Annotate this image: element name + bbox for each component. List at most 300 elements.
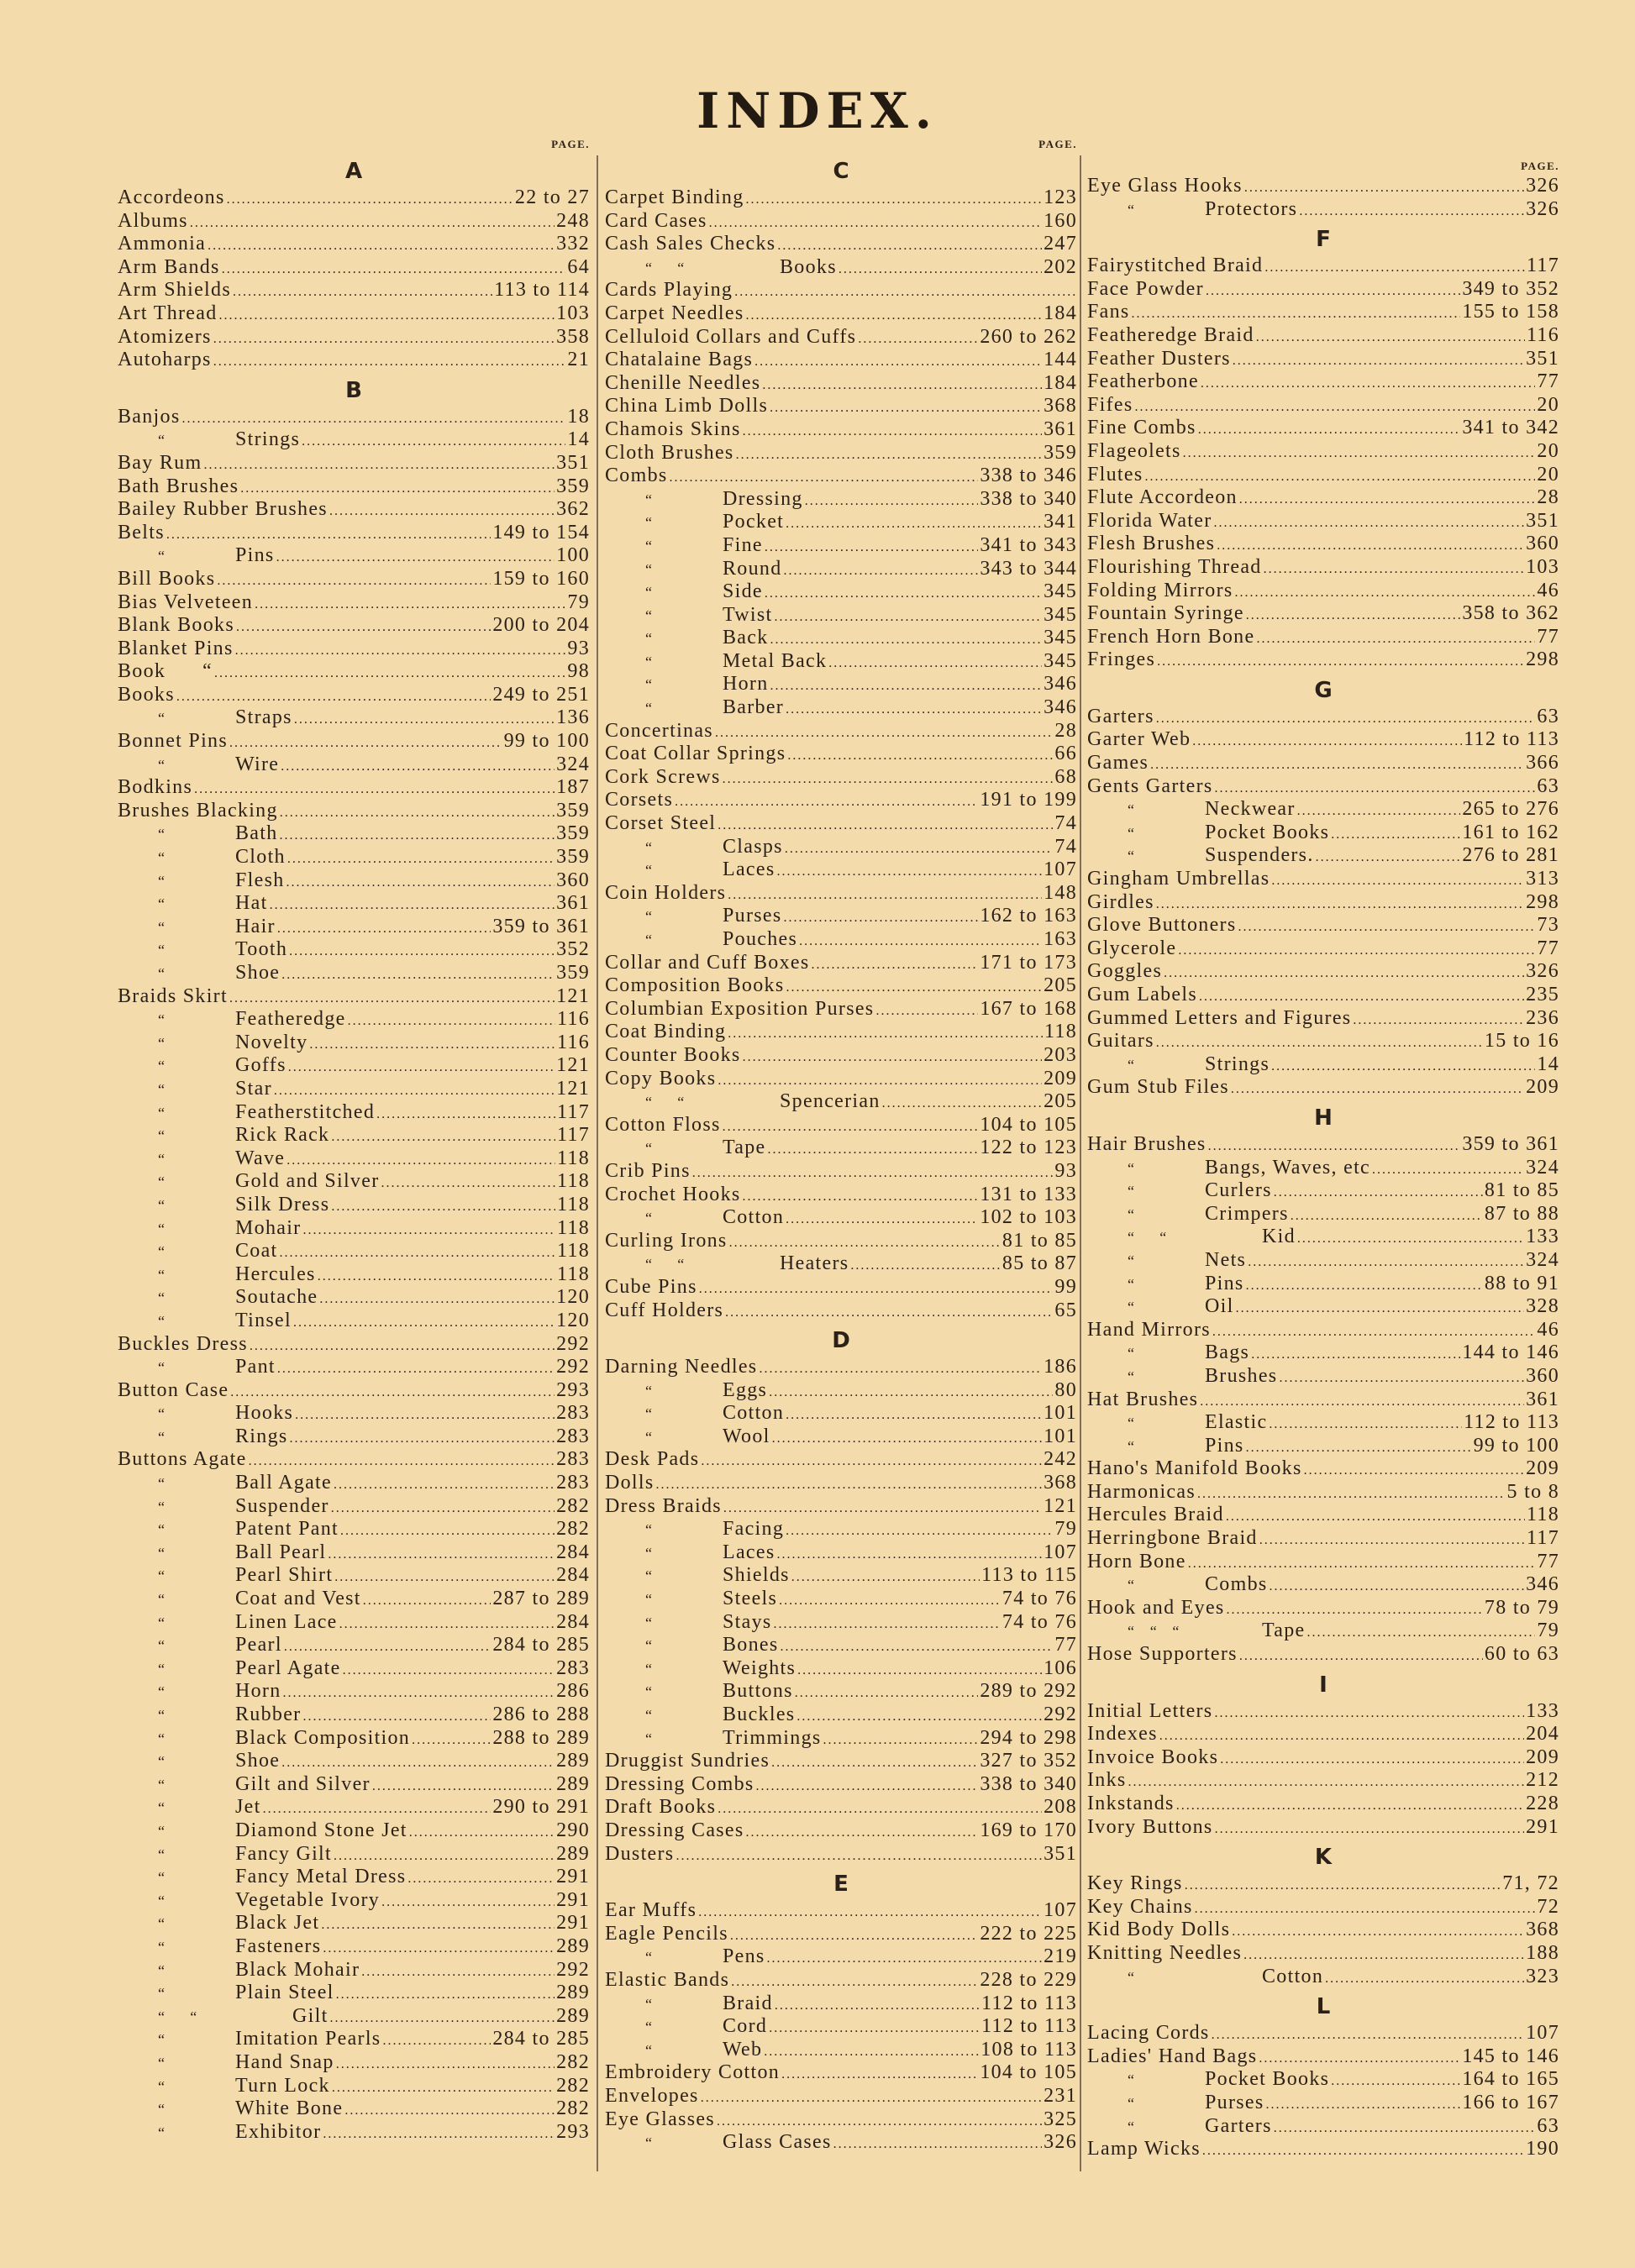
entry-name: Gummed Letters and Figures bbox=[1087, 1006, 1352, 1029]
entry-name: Hair Brushes bbox=[1087, 1132, 1207, 1155]
page-number: 112 to 113 bbox=[1464, 1411, 1559, 1434]
index-entry bbox=[605, 696, 1077, 720]
ditto-mark: “ bbox=[158, 1428, 166, 1446]
dot-leader bbox=[323, 2123, 555, 2146]
page-number: 164 to 165 bbox=[1462, 2068, 1559, 2091]
dot-leader bbox=[1264, 558, 1524, 581]
ditto-mark: “ bbox=[158, 1776, 166, 1793]
page-number: 18 bbox=[567, 405, 590, 428]
section-letter-heading: I bbox=[1319, 1672, 1327, 1698]
page-number: 293 bbox=[556, 2120, 590, 2143]
dot-leader bbox=[1212, 2024, 1525, 2047]
dot-leader bbox=[775, 606, 1043, 629]
column-divider bbox=[1080, 155, 1081, 2171]
page-number: 359 bbox=[556, 475, 590, 497]
page-number: 359 bbox=[556, 962, 590, 984]
section-letter-heading: L bbox=[1316, 1994, 1331, 2020]
entry-name: French Horn Bone bbox=[1087, 625, 1255, 648]
page-number: 204 bbox=[1526, 1723, 1559, 1746]
page-number: 46 bbox=[1537, 1318, 1559, 1341]
page-number: 118 bbox=[556, 1147, 590, 1169]
entry-name: Cloth bbox=[235, 846, 286, 869]
dot-leader bbox=[409, 1821, 555, 1845]
entry-name: Blanket Pins bbox=[118, 637, 234, 659]
index-entry bbox=[118, 962, 590, 985]
dot-leader bbox=[1265, 2093, 1460, 2117]
entry-name: Goffs bbox=[235, 1054, 287, 1077]
ditto-mark: “ bbox=[158, 1011, 166, 1029]
entry-name: Featheredge bbox=[235, 1008, 346, 1031]
ditto-mark: “ bbox=[645, 932, 654, 948]
entry-name: Fancy Gilt bbox=[235, 1842, 332, 1865]
ditto-mark: “ bbox=[645, 1995, 654, 2013]
entry-name: Bath bbox=[235, 822, 278, 845]
entry-name: Lacing Cords bbox=[1087, 2022, 1210, 2045]
index-entry bbox=[118, 1912, 590, 1935]
dot-leader bbox=[250, 1335, 555, 1358]
dot-leader bbox=[222, 258, 566, 281]
dot-leader bbox=[263, 1798, 492, 1821]
ditto-mark: “ bbox=[158, 548, 166, 565]
index-entry bbox=[118, 1657, 590, 1681]
page-number: 313 bbox=[1526, 868, 1559, 890]
ditto-mark: “ bbox=[645, 606, 654, 624]
index-entry bbox=[118, 1564, 590, 1588]
ditto-mark: “ bbox=[645, 630, 654, 648]
page-number: 291 bbox=[1526, 1815, 1559, 1838]
entry-name: Inkstands bbox=[1087, 1793, 1175, 1814]
index-entry bbox=[118, 2075, 590, 2098]
page-number: 292 bbox=[556, 1958, 590, 1981]
dot-leader bbox=[1192, 730, 1462, 753]
index-entry bbox=[118, 498, 590, 522]
page-number: 15 to 16 bbox=[1484, 1030, 1559, 1053]
index-entry bbox=[605, 186, 1077, 210]
page-number: 283 bbox=[556, 1656, 590, 1679]
dot-leader bbox=[759, 1357, 1042, 1381]
page-number: 74 to 76 bbox=[1002, 1610, 1077, 1633]
dot-leader bbox=[709, 212, 1042, 235]
index-entry bbox=[605, 1206, 1077, 1230]
page-number: 338 to 346 bbox=[980, 465, 1077, 487]
page-number: 118 bbox=[556, 1263, 590, 1285]
dot-leader bbox=[783, 906, 978, 930]
index-entry bbox=[605, 349, 1077, 372]
dot-leader bbox=[736, 444, 1043, 467]
ditto-mark: “ “ bbox=[158, 2008, 198, 2025]
entry-name: Inks bbox=[1087, 1769, 1127, 1792]
index-entry bbox=[118, 1286, 590, 1310]
index-entry bbox=[118, 475, 590, 499]
index-entry bbox=[605, 372, 1077, 396]
index-entry bbox=[118, 1472, 590, 1495]
dot-leader bbox=[1198, 418, 1461, 442]
entry-name: Druggist Sundries bbox=[605, 1750, 770, 1772]
ditto-mark: “ bbox=[1128, 2071, 1136, 2089]
dot-leader bbox=[328, 1543, 555, 1567]
ditto-mark: “ bbox=[158, 1104, 166, 1121]
entry-name: Vegetable Ivory bbox=[235, 1888, 381, 1911]
entry-name: Arm Bands bbox=[118, 255, 220, 278]
index-entry bbox=[118, 1889, 590, 1913]
dot-leader bbox=[777, 234, 1042, 258]
ditto-mark: “ bbox=[158, 1312, 166, 1330]
index-entry bbox=[605, 1750, 1077, 1773]
index-entry bbox=[605, 1472, 1077, 1495]
page-number: 190 bbox=[1526, 2138, 1559, 2160]
entry-name: Braid bbox=[723, 1992, 773, 2014]
ditto-mark: “ bbox=[158, 1498, 166, 1515]
index-entry bbox=[605, 1992, 1077, 2016]
entry-name: Ball Pearl bbox=[235, 1541, 327, 1563]
index-entry bbox=[1087, 1411, 1559, 1435]
entry-name: Mohair bbox=[235, 1216, 302, 1239]
entry-name: Braids Skirt bbox=[118, 984, 228, 1007]
index-entry bbox=[605, 766, 1077, 790]
entry-name: Side bbox=[723, 580, 763, 603]
ditto-mark: “ bbox=[645, 1730, 654, 1747]
page-number: 349 to 352 bbox=[1462, 277, 1559, 300]
ditto-mark: “ bbox=[645, 1210, 654, 1227]
index-entry bbox=[1087, 324, 1559, 348]
dot-leader bbox=[290, 1427, 555, 1451]
entry-name: Hose Supporters bbox=[1087, 1643, 1238, 1666]
index-entry bbox=[118, 2121, 590, 2145]
ditto-mark: “ bbox=[158, 1591, 166, 1609]
entry-name: Round bbox=[723, 557, 782, 580]
index-entry bbox=[1087, 1249, 1559, 1273]
dot-leader bbox=[833, 2133, 1042, 2156]
dot-leader bbox=[1200, 1390, 1524, 1414]
index-entry bbox=[118, 1310, 590, 1333]
ditto-mark: “ bbox=[158, 942, 166, 959]
entry-name: Ivory Buttons bbox=[1087, 1815, 1213, 1838]
entry-name: Hand Snap bbox=[235, 2050, 334, 2073]
page-number: 359 bbox=[1044, 441, 1077, 464]
dot-leader bbox=[280, 824, 555, 848]
index-entry bbox=[605, 1090, 1077, 1114]
index-entry bbox=[1087, 1793, 1559, 1816]
index-entry bbox=[118, 522, 590, 545]
page-number: 326 bbox=[1526, 197, 1559, 220]
page-number: 77 bbox=[1054, 1634, 1077, 1656]
ditto-mark: “ bbox=[158, 1845, 166, 1863]
index-entry bbox=[1087, 1481, 1559, 1504]
page-number: 148 bbox=[1044, 881, 1077, 904]
entry-name: Cash Sales Checks bbox=[605, 233, 776, 255]
dot-leader bbox=[1264, 256, 1525, 280]
entry-name: Crimpers bbox=[1205, 1202, 1289, 1225]
dot-leader bbox=[754, 350, 1042, 374]
entry-name: Corset Steel bbox=[605, 812, 717, 835]
index-entry bbox=[118, 233, 590, 256]
entry-name: Rubber bbox=[235, 1704, 302, 1725]
dot-leader bbox=[1128, 1771, 1525, 1794]
dot-leader bbox=[1274, 1181, 1483, 1205]
page-number: 121 bbox=[556, 1054, 590, 1077]
entry-name: Black Jet bbox=[235, 1912, 320, 1935]
dot-leader bbox=[255, 593, 565, 617]
page-number: 117 bbox=[556, 1100, 590, 1123]
entry-name: Buttons bbox=[723, 1680, 793, 1703]
ditto-mark: “ bbox=[158, 1544, 166, 1562]
page-number: 74 bbox=[1054, 835, 1077, 858]
page-number: 341 to 343 bbox=[980, 533, 1077, 556]
index-entry bbox=[118, 302, 590, 326]
index-entry bbox=[1087, 937, 1559, 961]
index-entry bbox=[1087, 175, 1559, 198]
index-entry bbox=[1087, 440, 1559, 464]
index-entry bbox=[118, 1959, 590, 1982]
index-entry bbox=[118, 1634, 590, 1657]
dot-leader bbox=[1299, 200, 1524, 223]
page-number: 169 to 170 bbox=[980, 1819, 1077, 1841]
page-number: 103 bbox=[1526, 555, 1559, 578]
ditto-mark: “ bbox=[158, 1034, 166, 1052]
page-number: 99 to 100 bbox=[1473, 1434, 1559, 1457]
page-number: 209 bbox=[1526, 1746, 1559, 1768]
dot-leader bbox=[249, 1450, 555, 1473]
page-number: 360 bbox=[1526, 1364, 1559, 1387]
entry-name: Straps bbox=[235, 706, 292, 729]
dot-leader bbox=[774, 1613, 1001, 1636]
index-entry bbox=[1087, 1007, 1559, 1031]
page-number: 77 bbox=[1537, 625, 1559, 648]
index-entry bbox=[605, 1819, 1077, 1843]
entry-name: Pins bbox=[1205, 1272, 1244, 1294]
dot-leader bbox=[229, 732, 502, 755]
entry-name: Bonnet Pins bbox=[118, 730, 228, 753]
ditto-mark: “ bbox=[645, 1405, 654, 1423]
page-number: 103 bbox=[556, 302, 590, 324]
page-number: 282 bbox=[556, 1518, 590, 1541]
index-entry bbox=[118, 1680, 590, 1704]
page-number: 338 to 340 bbox=[980, 1772, 1077, 1795]
section-letter-heading: G bbox=[1314, 677, 1333, 703]
entry-name: Hano's Manifold Books bbox=[1087, 1457, 1302, 1480]
dot-leader bbox=[270, 894, 555, 917]
index-entry bbox=[605, 720, 1077, 743]
page-number: 116 bbox=[556, 1008, 590, 1031]
dot-leader bbox=[784, 559, 979, 583]
entry-name: Garters bbox=[1087, 705, 1154, 727]
dot-leader bbox=[858, 328, 978, 351]
index-entry bbox=[1087, 510, 1559, 533]
ditto-mark: “ bbox=[158, 872, 166, 890]
page-number: 287 to 289 bbox=[492, 1588, 590, 1610]
section-heading-row bbox=[118, 372, 590, 406]
entry-name: Key Rings bbox=[1087, 1872, 1183, 1895]
index-entry bbox=[605, 1611, 1077, 1635]
ditto-mark: “ bbox=[645, 862, 654, 879]
entry-name: Kid Body Dolls bbox=[1087, 1919, 1231, 1941]
page-number: 167 to 168 bbox=[980, 997, 1077, 1020]
dot-leader bbox=[718, 814, 1053, 837]
entry-name: Oil bbox=[1205, 1295, 1234, 1318]
index-entry bbox=[605, 395, 1077, 418]
index-entry bbox=[118, 776, 590, 800]
dot-leader bbox=[281, 963, 555, 987]
index-entry bbox=[1087, 1723, 1559, 1746]
page-number: 159 to 160 bbox=[492, 567, 590, 590]
entry-name: Eagle Pencils bbox=[605, 1922, 728, 1945]
ditto-mark: “ bbox=[158, 1822, 166, 1840]
ditto-mark: “ bbox=[1128, 2118, 1136, 2135]
dot-leader bbox=[227, 188, 513, 212]
dot-leader bbox=[381, 1172, 555, 1195]
page-number: 160 bbox=[1044, 209, 1077, 232]
index-entry bbox=[118, 753, 590, 777]
entry-name: Heaters bbox=[780, 1252, 849, 1275]
index-entry bbox=[605, 1773, 1077, 1797]
dot-leader bbox=[1199, 985, 1524, 1009]
entry-name: Wire bbox=[235, 753, 280, 775]
section-heading-row bbox=[605, 1866, 1077, 1899]
page-number: 361 bbox=[1526, 1388, 1559, 1410]
page-number: 99 to 100 bbox=[503, 730, 590, 753]
entry-name: Combs bbox=[1205, 1573, 1268, 1596]
dot-leader bbox=[765, 582, 1042, 606]
index-entry bbox=[1087, 533, 1559, 556]
section-heading-row bbox=[1087, 672, 1559, 706]
page-number: 107 bbox=[1044, 858, 1077, 881]
page-number: 28 bbox=[1054, 719, 1077, 742]
page-number: 205 bbox=[1044, 1090, 1077, 1113]
entry-name: Columbian Exposition Purses bbox=[605, 997, 875, 1020]
entry-name: Cork Screws bbox=[605, 765, 721, 788]
page-number: 77 bbox=[1537, 937, 1559, 959]
page-number: 231 bbox=[1044, 2084, 1077, 2107]
dot-leader bbox=[339, 1613, 555, 1636]
page-number: 98 bbox=[567, 660, 590, 683]
entry-name: Pearl Shirt bbox=[235, 1564, 334, 1587]
entry-name: Gilt bbox=[292, 2004, 329, 2027]
dot-leader bbox=[785, 837, 1054, 861]
entry-name: Fans bbox=[1087, 301, 1130, 323]
index-entry bbox=[1087, 1872, 1559, 1896]
page-number: 131 to 133 bbox=[980, 1183, 1077, 1205]
dot-leader bbox=[787, 744, 1053, 768]
dot-leader bbox=[1183, 442, 1536, 465]
dot-leader bbox=[336, 2053, 555, 2076]
dot-leader bbox=[1316, 846, 1461, 869]
dot-leader bbox=[284, 1635, 492, 1659]
dot-leader bbox=[332, 2076, 555, 2100]
entry-name: Gum Stub Files bbox=[1087, 1076, 1229, 1099]
dot-leader bbox=[699, 1278, 1054, 1301]
ditto-mark: “ bbox=[158, 1637, 166, 1655]
entry-name: Wave bbox=[235, 1147, 286, 1169]
page-number: 283 bbox=[556, 1448, 590, 1471]
index-entry bbox=[1087, 1573, 1559, 1597]
dot-leader bbox=[1178, 939, 1535, 963]
page-number: 288 to 289 bbox=[492, 1726, 590, 1749]
dot-leader bbox=[743, 1046, 1043, 1069]
dot-leader bbox=[331, 1126, 555, 1149]
index-entry bbox=[605, 210, 1077, 234]
dot-leader bbox=[767, 1947, 1043, 1971]
entry-name: Autoharps bbox=[118, 349, 212, 371]
index-entry bbox=[118, 1750, 590, 1773]
entry-name: Hat Brushes bbox=[1087, 1388, 1199, 1410]
ditto-mark: “ bbox=[158, 1058, 166, 1075]
index-entry bbox=[118, 2028, 590, 2051]
dot-leader bbox=[1212, 1320, 1535, 1344]
index-entry bbox=[118, 916, 590, 939]
index-entry bbox=[1087, 1030, 1559, 1053]
entry-name: Laces bbox=[723, 1541, 775, 1563]
section-heading-row bbox=[1087, 1100, 1559, 1133]
dot-leader bbox=[1233, 349, 1524, 373]
page-column-label: PAGE. bbox=[1521, 160, 1559, 172]
dot-leader bbox=[875, 1000, 978, 1023]
index-entry bbox=[605, 928, 1077, 952]
dot-leader bbox=[723, 1116, 979, 1139]
entry-name: Eggs bbox=[723, 1378, 768, 1401]
page-number: 102 to 103 bbox=[980, 1206, 1077, 1229]
dot-leader bbox=[288, 1056, 555, 1079]
page-number: 219 bbox=[1044, 1945, 1077, 1968]
page-number: 63 bbox=[1537, 774, 1559, 797]
entry-name: Harmonicas bbox=[1087, 1480, 1196, 1503]
index-entry bbox=[605, 650, 1077, 674]
page-number: 66 bbox=[1054, 743, 1077, 765]
entry-name: Pocket Books bbox=[1205, 821, 1330, 843]
index-entry bbox=[118, 1217, 590, 1241]
index-entry bbox=[605, 302, 1077, 326]
ditto-mark: “ bbox=[158, 1196, 166, 1214]
index-entry bbox=[118, 1032, 590, 1055]
dot-leader bbox=[1372, 1158, 1524, 1182]
page-number: 149 to 154 bbox=[492, 521, 590, 543]
entry-name: Books bbox=[780, 255, 837, 278]
dot-leader bbox=[756, 1775, 979, 1798]
entry-name: Carpet Binding bbox=[605, 186, 744, 208]
page-number: 28 bbox=[1537, 486, 1559, 509]
entry-name: Cotton Floss bbox=[605, 1113, 721, 1136]
ditto-mark: “ bbox=[158, 965, 166, 982]
entry-name: Gum Labels bbox=[1087, 984, 1197, 1005]
index-entry bbox=[1087, 706, 1559, 729]
dot-leader bbox=[293, 1311, 555, 1335]
page-number: 144 to 146 bbox=[1462, 1341, 1559, 1364]
dot-leader bbox=[717, 2110, 1042, 2134]
index-entry bbox=[605, 326, 1077, 349]
index-entry bbox=[605, 743, 1077, 766]
page-number: 79 bbox=[1537, 1620, 1559, 1642]
index-entry bbox=[118, 1263, 590, 1287]
page-number: 77 bbox=[1537, 1550, 1559, 1572]
section-letter-heading: A bbox=[344, 159, 363, 184]
dot-leader bbox=[236, 616, 491, 639]
entry-name: Clasps bbox=[723, 835, 783, 858]
ditto-mark: “ bbox=[158, 1359, 166, 1377]
index-entry bbox=[605, 488, 1077, 512]
page-number: 292 bbox=[1044, 1704, 1077, 1725]
entry-name: Featherstitched bbox=[235, 1100, 376, 1123]
index-entry bbox=[1087, 2068, 1559, 2092]
index-entry bbox=[605, 1564, 1077, 1588]
dot-leader bbox=[1227, 1599, 1483, 1622]
entry-name: Rings bbox=[235, 1425, 288, 1447]
entry-name: Garters bbox=[1205, 2114, 1272, 2137]
page-number: 368 bbox=[1044, 1472, 1077, 1494]
dot-leader bbox=[1157, 650, 1524, 674]
index-entry bbox=[1087, 556, 1559, 580]
ditto-mark: “ bbox=[158, 1660, 166, 1677]
entry-name: Copy Books bbox=[605, 1067, 717, 1089]
section-letter-heading: D bbox=[832, 1328, 850, 1354]
